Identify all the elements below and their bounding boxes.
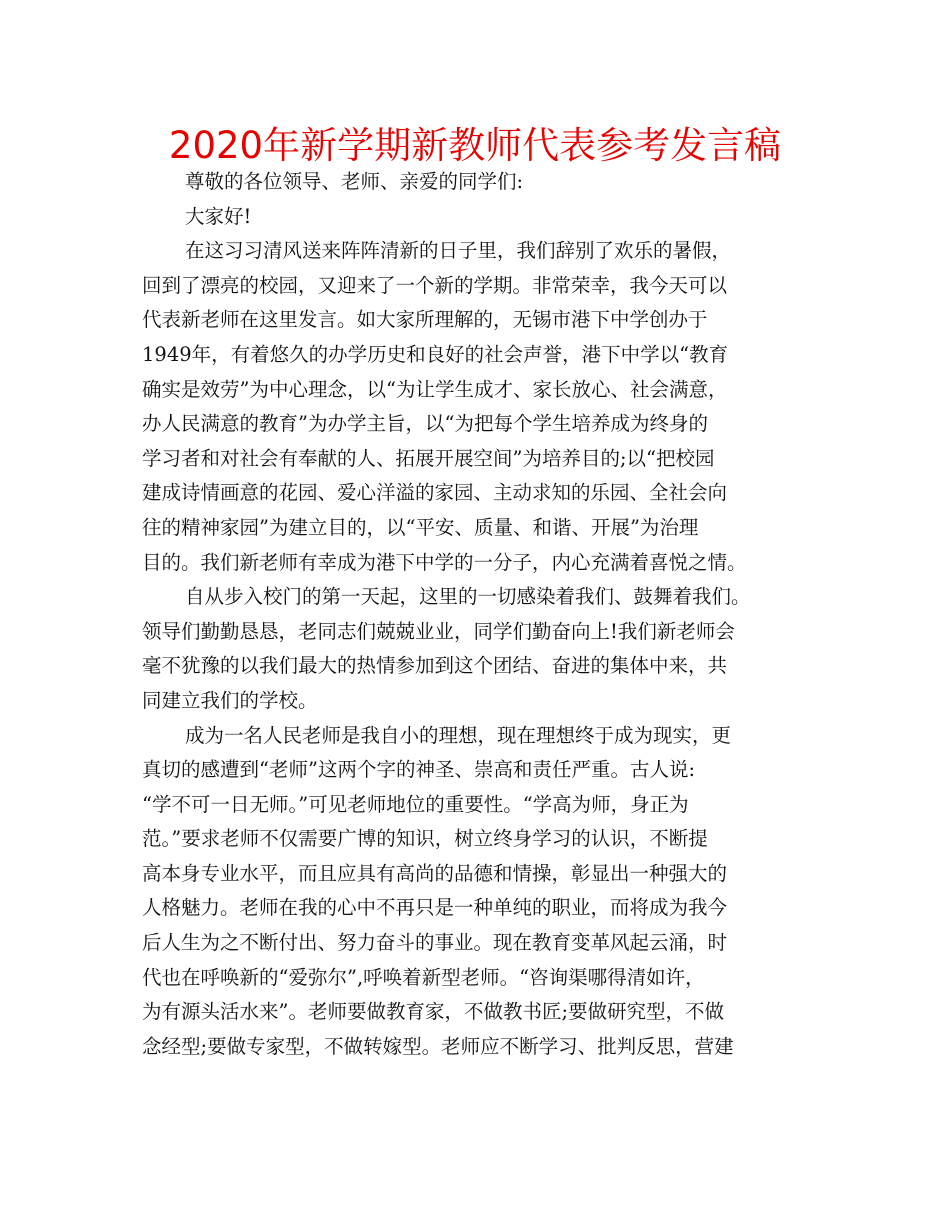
- text-line: 范。”要求老师不仅需要广博的知识，树立终身学习的认识，不断提: [142, 827, 708, 851]
- text-line: 学习者和对社会有奉献的人、拓展开展空间”为培养目的;以“把校园: [142, 446, 715, 470]
- document-title: 2020年新学期新教师代表参考发言稿: [168, 124, 782, 167]
- text-line: 回到了漂亮的校园，又迎来了一个新的学期。非常荣幸，我今天可以: [142, 273, 728, 297]
- text-line: 代表新老师在这里发言。如大家所理解的，无锡市港下中学创办于: [142, 308, 708, 332]
- text-line: 尊敬的各位领导、老师、亲爱的同学们:: [185, 170, 524, 193]
- text-line: 成为一名人民老师是我自小的理想，现在理想终于成为现实，更: [185, 723, 732, 747]
- text-line: 为有源头活水来”。老师要做教育家，不做教书匠;要做研究型，不做: [142, 1000, 725, 1024]
- text-line: 念经型;要做专家型，不做转嫁型。老师应不断学习、批判反思，营建: [142, 1034, 734, 1058]
- text-line: 大家好!: [185, 204, 252, 228]
- text-line: 在这习习清风送来阵阵清新的日子里，我们辞别了欢乐的暑假，: [185, 239, 732, 263]
- text-line: 建成诗情画意的花园、爱心洋溢的家园、主动求知的乐园、全社会向: [142, 481, 728, 505]
- text-line: 办人民满意的教育”为办学主旨，以“为把每个学生培养成为终身的: [142, 412, 708, 436]
- document-body: [142, 165, 812, 1064]
- text-line: 目的。我们新老师有幸成为港下中学的一分子，内心充满着喜悦之情。: [142, 550, 747, 574]
- text-line: “学不可一日无师。”可见老师地位的重要性。“学高为师，身正为: [142, 792, 689, 816]
- text-line: 往的精神家园”为建立目的，以“平安、质量、和谐、开展”为治理: [142, 515, 699, 539]
- text-line: 真切的感遭到“老师”这两个字的神圣、崇高和责任严重。古人说:: [142, 758, 696, 782]
- text-line: 1949年，有着悠久的办学历史和良好的社会声誉，港下中学以“教育: [142, 342, 729, 366]
- text-line: 领导们勤勤恳恳，老同志们兢兢业业，同学们勤奋向上!我们新老师会: [142, 619, 735, 643]
- text-line: 同建立我们的学校。: [142, 688, 318, 712]
- text-line: 人格魅力。老师在我的心中不再只是一种单纯的职业，而将成为我今: [142, 896, 728, 920]
- text-line: 自从步入校门的第一天起，这里的一切感染着我们、鼓舞着我们。: [185, 585, 751, 609]
- text-line: 毫不犹豫的以我们最大的热情参加到这个团结、奋进的集体中来，共: [142, 654, 728, 678]
- text-line: 代也在呼唤新的“爱弥尔”,呼唤着新型老师。“咨询渠哪得清如许，: [142, 965, 705, 989]
- text-line: 后人生为之不断付出、努力奋斗的事业。现在教育变革风起云涌，时: [142, 931, 728, 955]
- text-line: 高本身专业水平，而且应具有高尚的品德和情操，彰显出一种强大的: [142, 861, 728, 885]
- text-line: 确实是效劳”为中心理念，以“为让学生成才、家长放心、社会满意，: [142, 377, 728, 401]
